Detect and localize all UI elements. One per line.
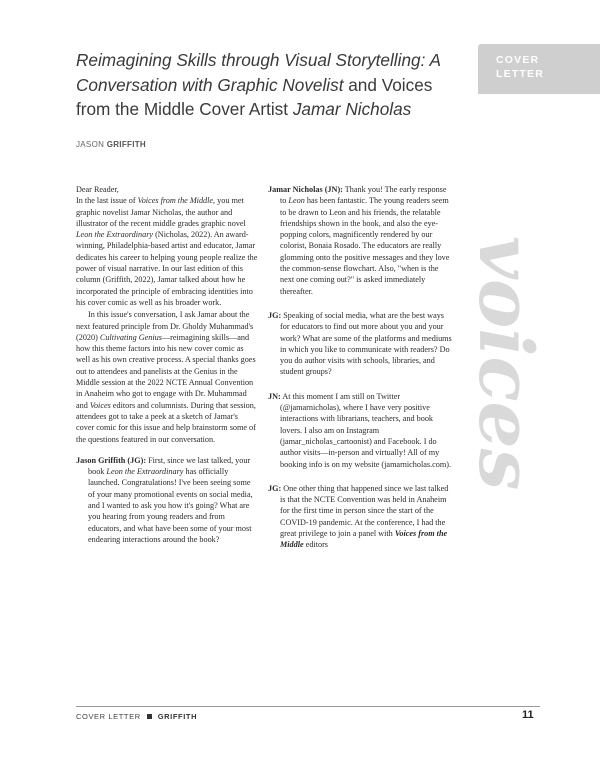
speaker-label: JG: xyxy=(268,310,282,320)
text: —reimagining skills—and how this theme factors into his new cover comic as well as his own creative process. A special thanks goes out to attendees and panelists at the Genius in the Middle session at the 2022 NCTE Annual Convention in Anaheim who got to engage with Dr. Muhammad and xyxy=(76,332,256,410)
text: (Nicholas, 2022). An award-winning, Philadelphia-based artist and educator, Jamar dedicates his career to helping young people realize the power of visual narrative. In our last edition of this column (Griffith, 2022), Jamar talked about how he incorporated the principle of embracing identities into his cover comic as well as his broader work. xyxy=(76,230,258,307)
interview-question xyxy=(268,483,452,551)
page-number: 11 xyxy=(522,709,534,721)
article-title xyxy=(76,48,472,122)
text: Voices from the Middle xyxy=(137,196,214,206)
title-part: Cover Artist xyxy=(194,99,293,119)
speaker-label: JG: xyxy=(268,483,282,493)
intro-paragraph xyxy=(76,195,258,308)
author-byline xyxy=(76,140,146,149)
footer-section: COVER LETTER xyxy=(76,712,141,721)
body-paragraph xyxy=(76,309,258,445)
title-part: Jamar Nicholas xyxy=(292,99,412,119)
text: Thank you! The early response to xyxy=(280,185,447,206)
square-bullet-icon xyxy=(147,714,152,719)
text: Cultivating Genius xyxy=(99,332,162,342)
text: Speaking of social media, what are the best ways for educators to find out more about you and your work? What are some of the platforms and mediums in which you like to communicate with readers? Do you do author visits with schools, libraries, and student groups? xyxy=(280,310,452,377)
title-part: and xyxy=(348,74,377,95)
left-column xyxy=(76,184,258,545)
speaker-label: Jason Griffith (JG): xyxy=(76,455,147,465)
title-part: from the Middle xyxy=(76,99,195,119)
voices-watermark xyxy=(462,230,562,630)
text: Voices xyxy=(89,400,111,410)
author-last-name: GRIFFITH xyxy=(106,140,146,149)
text: has been fantastic. The young readers seem to be drawn to Leon and his friends, the relatable friendships shown in the book, and also the eye-popping colors, magnificently rendered by our colorist, Bonaia Rosado. The educators are really glomming onto the positive messages and they love the common-sense flowchart. Also, "when is the next one coming out?" is asked immediately thereafter. xyxy=(280,196,450,296)
interview-answer xyxy=(268,184,452,297)
section-tab xyxy=(478,44,600,94)
footer-author: GRIFFITH xyxy=(157,712,198,721)
interview-answer xyxy=(268,391,452,470)
interview-question xyxy=(76,455,258,545)
text: In this issue's conversation, I ask Jamar about the next featured principle from Dr. Gholdy Muhammad's (2020) xyxy=(76,310,254,342)
text: One other thing that happened since we last talked is that the NCTE Convention was held in Anaheim for the first time in person since the start of the COVID-19 pandemic. At the conference, I had the great privilege to join a panel with xyxy=(280,483,449,539)
text: Leon the Extraordinary xyxy=(106,467,184,477)
running-footer xyxy=(76,712,197,721)
title-part: Conversation with Graphic Novelist xyxy=(76,74,349,95)
title-part: Reimagining Skills through Visual Storytelling: A xyxy=(76,50,441,70)
voices-watermark-text: voices xyxy=(462,236,548,491)
salutation: Dear Reader, xyxy=(76,185,119,194)
right-column xyxy=(268,184,452,551)
section-tab-line: LETTER xyxy=(496,68,545,80)
text: has officially launched. Congratulations! I've been seeing some of your many promotional events on social media, and I wanted to ask you how it's going? What are you hearing from young readers and from educators, and what have been some of your most endearing interactions around the book? xyxy=(88,467,253,544)
text: At this moment I am still on Twitter (@jamarnicholas), where I have very positive interactions with librarians, teachers, and book lovers. I also am on Instagram (jamar_nicholas_cartoonist) and Facebook. I do author visits—in-person and virtually! All of my booking info is on my website (jamarnicholas.com). xyxy=(280,391,451,469)
text: Leon the Extraordinary xyxy=(76,230,154,240)
section-tab-label xyxy=(496,53,544,81)
text: Leon xyxy=(288,196,305,206)
speaker-label: Jamar Nicholas (JN): xyxy=(268,185,343,194)
text: editors and columnists. During that session, attendees got to take a peek at a sketch of Jamar's cover comic for this issue and help brainstorm some of the questions featured in our conversation. xyxy=(76,400,256,444)
text: In the last issue of xyxy=(76,196,138,206)
interview-question xyxy=(268,310,452,378)
footer-divider xyxy=(76,706,540,707)
author-first-name: JASON xyxy=(76,140,105,149)
text: Voices from the Middle xyxy=(280,529,448,550)
text: editors xyxy=(303,540,328,550)
speaker-label: JN: xyxy=(268,391,281,401)
title-part: Voices xyxy=(376,74,433,95)
text: First, since we last talked, your book xyxy=(88,455,251,477)
text: , you met graphic novelist Jamar Nicholas, the author and illustrator of the recent middle grades graphic novel xyxy=(76,196,246,228)
section-tab-line: COVER xyxy=(496,54,540,66)
